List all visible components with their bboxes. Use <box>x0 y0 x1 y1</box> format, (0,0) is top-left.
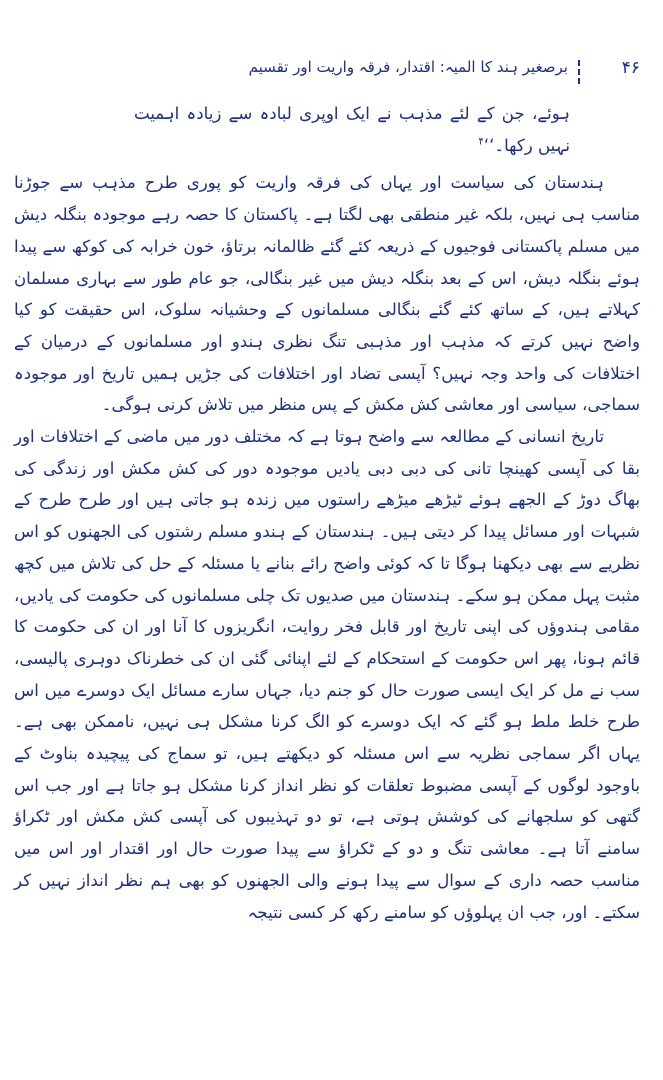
header-divider <box>578 60 582 84</box>
paragraph-1: ہندستان کی سیاست اور یہاں کی فرقہ واریت کو پوری طرح مذہب سے جوڑنا مناسب ہی نہیں، بلکہ غیر منطقی بھی لگتا ہے۔ پاکستان کا حصہ رہے موجودہ بنگلہ دیش میں مسلم پاکستانی فوجیوں کے ذریعہ کئے گئے ظالمانہ برتاؤ، خون خرابہ کی کوکھ سے پیدا ہوئے بنگلہ دیش، اس کے بعد بنگلہ دیش میں غیر بنگالی، جو عام طور سے بہاری مسلمان کہلاتے ہیں، کے ساتھ کئے گئے بنگالی مسلمانوں کے وحشیانہ سلوک، اس حقیقت کو کیا واضح نہیں کرتے کہ مذہب اور مذہبی تنگ نظری ہندو اور مسلمانوں کے درمیان کے اختلافات کی واحد وجہ نہیں؟ آپسی تضاد اور اختلافات کی جڑیں ہمیں تاریخ اور موجودہ سماجی، سیاسی اور معاشی کش مکش کے پس منظر میں تلاش کرنی ہوگی۔ <box>14 173 640 415</box>
footnote-reference: ۴ <box>478 136 484 148</box>
body-text <box>14 98 640 928</box>
quote-paragraph <box>14 98 640 161</box>
paragraph-2: تاریخ انسانی کے مطالعہ سے واضح ہوتا ہے کہ مختلف دور میں ماضی کے اختلافات اور بقا کی آپسی کھینچا تانی کی دبی دبی یادیں موجودہ دور کی کش مکش اور زندگی کی بھاگ دوڑ کے الجھے ہوئے ٹیڑھے میڑھے راستوں میں زندہ ہو جاتی ہیں اور طرح طرح کے شبہات اور مسائل پیدا کر دیتی ہیں۔ ہندستان کے ہندو مسلم رشتوں کی الجھنوں کو اس نظریے سے بھی دیکھنا ہوگا تا کہ کوئی واضح رائے بنانے یا مسئلہ کے حل کی تلاش میں کچھ مثبت پہل ممکن ہو سکے۔ ہندستان میں صدیوں تک چلی مسلمانوں کی حکومت کی یادیں، مقامی ہندوؤں کی اپنی تاریخ اور قابل فخر روایت، انگریزوں کا آنا اور ان کی حکومت کا قائم ہونا، پھر اس حکومت کے استحکام کے لئے اپنائی گئی ان کی خطرناک دوہری پالیسی، سب نے مل کر ایک ایسی صورت حال کو جنم دیا، جہاں سارے مسائل ایک دوسرے میں اس طرح خلط ملط ہو گئے کہ ایک دوسرے کو الگ کرنا مشکل ہی نہیں، ناممکن بھی ہے۔ یہاں اگر سماجی نظریہ سے اس مسئلہ کو دیکھتے ہیں، تو سماج کی پیچیدہ بناوٹ کے باوجود لوگوں کے آپسی مضبوط تعلقات کو نظر انداز کرنا مشکل ہو جاتا ہے اور جب اس گتھی کو سلجھانے کی کوشش ہوتی ہے، تو دو تہذیبوں کی آپسی کش مکش اور ٹکراؤ سامنے آتا ہے۔ معاشی تنگ و دو کے ٹکراؤ سے پیدا صورت حال اور اقتدار اور اس میں مناسب حصہ داری کے سوال سے پیدا ہونے والی الجھنوں کو بھی ہم نظر انداز نہیں کر سکتے۔ اور، جب ان پہلوؤں کو سامنے رکھ کر کسی نتیجہ <box>14 427 640 922</box>
quote-text: ہوئے، جن کے لئے مذہب نے ایک اوپری لبادہ سے زیادہ اہمیت نہیں رکھا۔‘‘ <box>134 104 570 155</box>
running-header-title: برصغیر ہند کا المیہ: اقتدار، فرقہ واریت اور تقسیم <box>248 58 568 76</box>
page-number: ۴۶ <box>621 58 640 78</box>
running-header <box>30 58 640 88</box>
